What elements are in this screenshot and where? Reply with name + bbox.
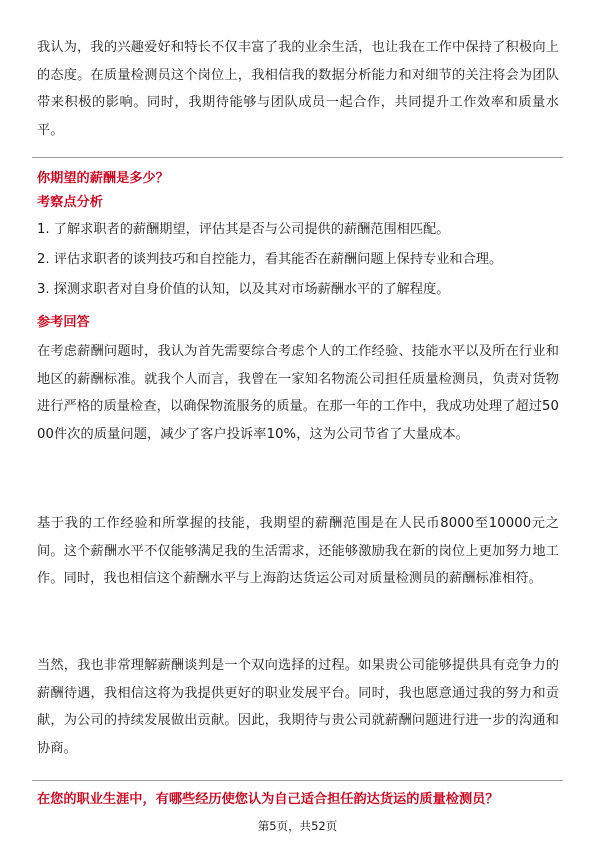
divider — [32, 780, 563, 781]
answer-paragraph: 基于我的工作经验和所掌握的技能，我期望的薪酬范围是在人民币8000至10000元之间。这个薪酬水平不仅能够满足我的生活需求，还能够激励我在新的岗位上更加努力地工作。同时，我也相信这个薪酬水平与上海韵达货运公司对质量检测员的薪酬标准相符。 — [37, 516, 559, 587]
divider — [32, 157, 563, 158]
next-question-heading: 在您的职业生涯中，有哪些经历使您认为自己适合担任韵达货运的质量检测员？ — [37, 792, 499, 807]
page-number: 第5页，共52页 — [257, 819, 338, 833]
analysis-item: 2. 评估求职者的谈判技巧和自控能力，看其能否在薪酬问题上保持专业和合理。 — [37, 252, 503, 267]
answer-paragraph: 当然，我也非常理解薪酬谈判是一个双向选择的过程。如果贵公司能够提供具有竞争力的薪酬待遇，我相信这将为我提供更好的职业发展平台。同时，我也愿意通过我的努力和贡献，为公司的持续发展做出贡献。因此，我期待与贵公司就薪酬问题进行进一步的沟通和协商。 — [37, 658, 559, 756]
answer-label: 参考回答 — [37, 315, 90, 330]
analysis-item: 3. 探测求职者对自身价值的认知，以及其对市场薪酬水平的了解程度。 — [37, 282, 450, 297]
analysis-label: 考察点分析 — [37, 195, 103, 210]
intro-paragraph: 我认为，我的兴趣爱好和特长不仅丰富了我的业余生活，也让我在工作中保持了积极向上的态度。在质量检测员这个岗位上，我相信我的数据分析能力和对细节的关注将会为团队带来积极的影响。同时，我期待能够与团队成员一起合作，共同提升工作效率和质量水平。 — [37, 40, 559, 138]
analysis-item: 1. 了解求职者的薪酬期望，评估其是否与公司提供的薪酬范围相匹配。 — [37, 222, 450, 237]
answer-paragraph: 在考虑薪酬问题时，我认为首先需要综合考虑个人的工作经验、技能水平以及所在行业和地区的薪酬标准。就我个人而言，我曾在一家知名物流公司担任质量检测员，负责对货物进行严格的质量检查，以确保物流服务的质量。在那一年的工作中，我成功处理了超过5000件次的质量问题，减少了客户投诉率10%，这为公司节省了大量成本。 — [37, 344, 559, 442]
question-heading: 你期望的薪酬是多少？ — [37, 171, 169, 186]
